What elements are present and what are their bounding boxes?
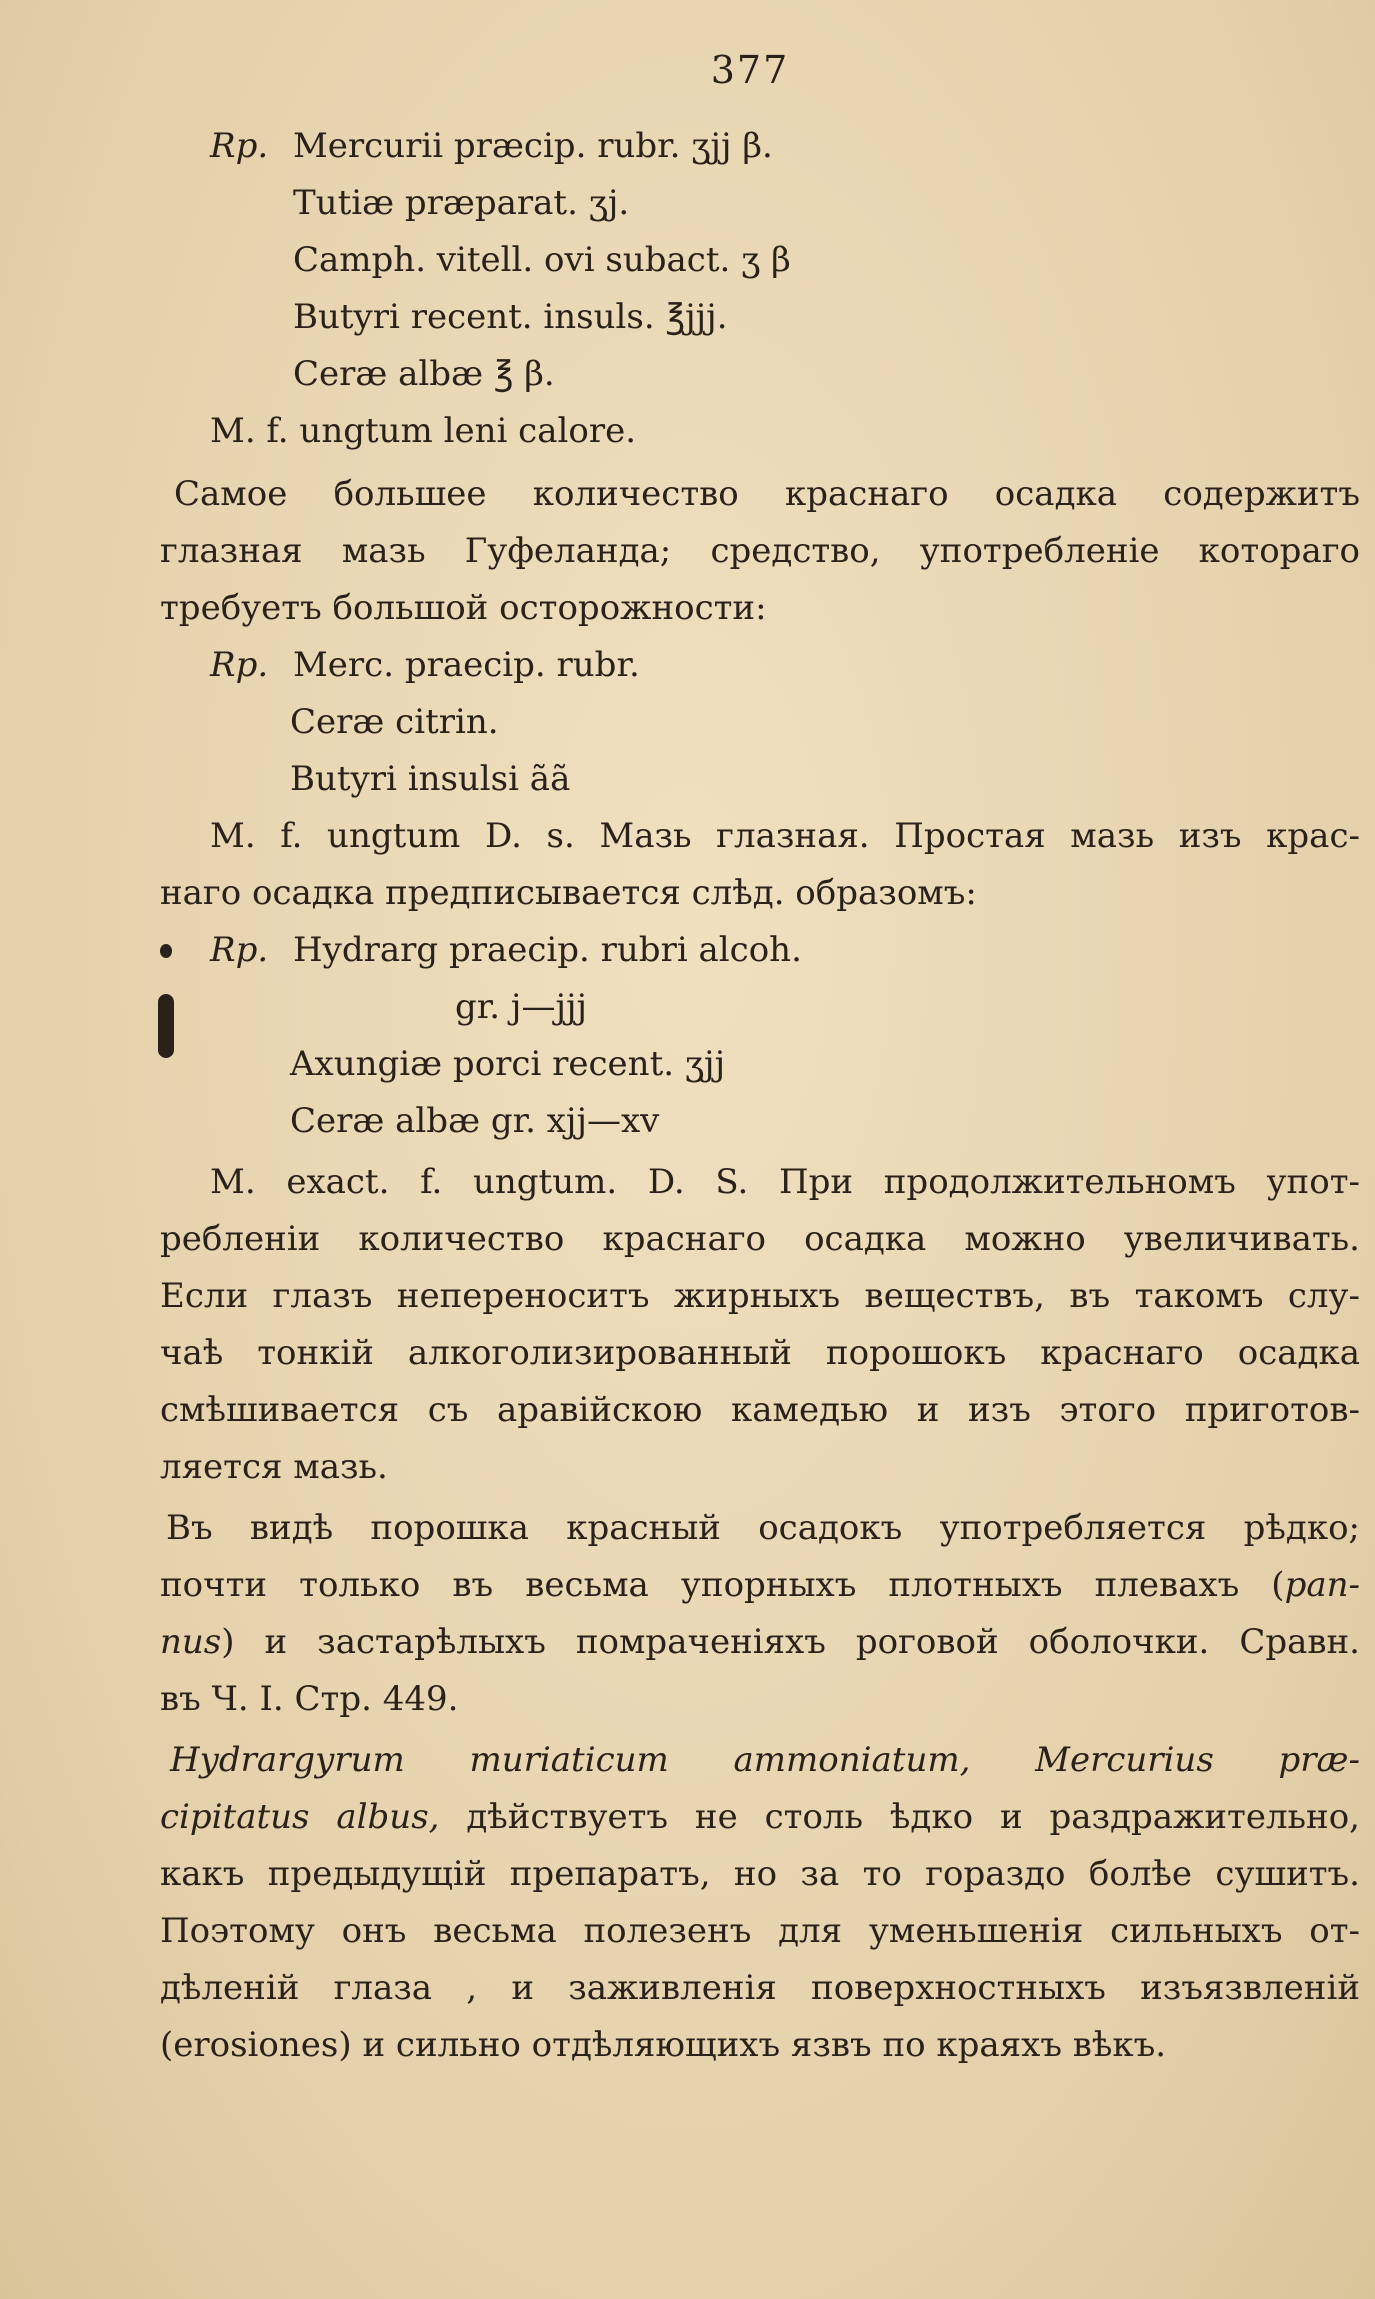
text-line: дѣленій глаза , и заживленія поверхностныхъ изъязвленій (160, 1968, 1360, 2008)
text-line: Самое большее количество краснаго осадка содержитъ (174, 474, 1360, 514)
ingredient: Ceræ albæ ℥ β. (293, 354, 555, 394)
text-line (160, 1557, 1360, 1614)
paragraph-3 (160, 1154, 1360, 1496)
recipe-line (160, 637, 1360, 694)
text-line: требуетъ большой осторожности: (160, 588, 767, 628)
ingredient: gr. j—jjj (455, 987, 588, 1027)
paragraph-1 (160, 466, 1360, 637)
text-line: наго осадка предписывается слѣд. образомъ: (160, 873, 977, 913)
text-line: Если глазъ непереноситъ жирныхъ веществъ, въ такомъ слу- (160, 1276, 1360, 1316)
text-line: M. f. ungtum D. s. Мазь глазная. Простая мазь изъ крас- (210, 816, 1360, 856)
ingredient: Ceræ citrin. (290, 702, 499, 742)
text-line: ребленіи количество краснаго осадка можно увеличивать. (160, 1219, 1360, 1259)
rx-label: Rp. (210, 645, 269, 685)
recipe-closing: M. f. ungtum leni calore. (210, 411, 636, 451)
rx-label: Rp. (210, 126, 269, 166)
ingredient: Axungiæ porci recent. ʒjj (290, 1044, 726, 1084)
text-line (160, 1789, 1360, 1846)
page-number: 377 (710, 48, 790, 92)
latin-term: pan- (1284, 1565, 1360, 1605)
text-line: ляется мазь. (160, 1447, 388, 1487)
text-line: Въ видѣ порошка красный осадокъ употребляется рѣдко; (166, 1508, 1360, 1548)
ingredient: Butyri insulsi ãã (290, 759, 571, 799)
text-segment: дѣйствуетъ не столь ѣдко и раздражительно, (439, 1797, 1360, 1837)
text-segment: ) и застарѣлыхъ помраченіяхъ роговой оболочки. Сравн. (221, 1622, 1360, 1662)
text-line: какъ предыдущій препаратъ, но за то гораздо болѣе сушитъ. (160, 1854, 1360, 1894)
text-segment: почти только въ весьма упорныхъ плотныхъ плевахъ ( (160, 1565, 1285, 1605)
recipe-line (160, 922, 1360, 979)
text-line: Поэтому онъ весьма полезенъ для уменьшенія сильныхъ от- (160, 1911, 1360, 1951)
ingredient: Camph. vitell. ovi subact. ʒ β (293, 240, 791, 280)
page-content (160, 118, 1360, 2074)
text-line: смѣшивается съ аравійскою камедью и изъ этого приготов- (160, 1390, 1360, 1430)
ingredient: Hydrarg praecip. rubri alcoh. (292, 930, 802, 970)
paragraph-5 (160, 1732, 1360, 2074)
latin-term: cipitatus albus, (160, 1797, 440, 1837)
ingredient: Tutiæ præparat. ʒj. (293, 183, 630, 223)
ingredient: Ceræ albæ gr. xjj—xv (290, 1101, 660, 1141)
text-line (160, 1614, 1360, 1671)
latin-term: nus (160, 1622, 222, 1662)
ingredient: Merc. praecip. rubr. (292, 645, 640, 685)
ingredient: Mercurii præcip. rubr. ʒjj β. (292, 126, 773, 166)
latin-term: Hydrargyrum muriaticum ammoniatum, Mercurius præ- (170, 1740, 1360, 1780)
ingredient: Butyri recent. insuls. ℥jjj. (293, 297, 728, 337)
paragraph-2 (160, 808, 1360, 922)
text-line: глазная мазь Гуфеланда; средство, употребленіе котораго (160, 531, 1360, 571)
recipe-2 (160, 637, 1360, 808)
rx-label: Rp. (210, 930, 269, 970)
recipe-line (160, 118, 1360, 175)
text-line: въ Ч. I. Стр. 449. (160, 1679, 459, 1719)
recipe-3 (160, 922, 1360, 1150)
paragraph-4 (160, 1500, 1360, 1728)
recipe-1 (160, 118, 1360, 460)
text-line: чаѣ тонкій алкоголизированный порошокъ краснаго осадка (160, 1333, 1360, 1373)
text-line: M. exact. f. ungtum. D. S. При продолжительномъ упот- (210, 1162, 1360, 1202)
text-line: (erosiones) и сильно отдѣляющихъ язвъ по краяхъ вѣкъ. (160, 2025, 1167, 2065)
